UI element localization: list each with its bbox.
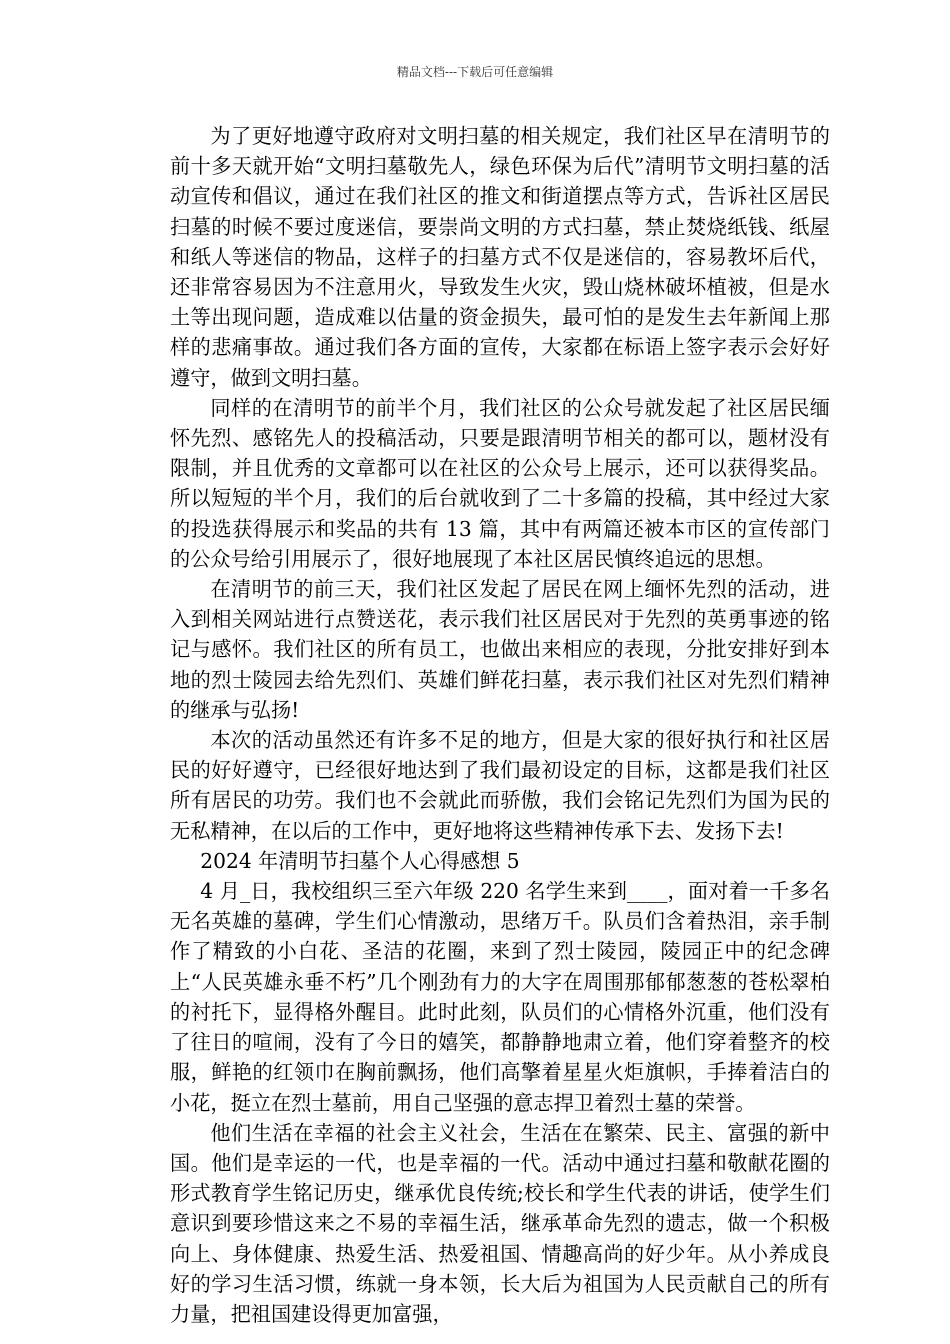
paragraph-1: 为了更好地遵守政府对文明扫墓的相关规定，我们社区早在清明节的前十多天就开始“文明扫墓敬先人，绿色环保为后代”清明节文明扫墓的活动宣传和倡议，通过在我们社区的推文和街道摆点等方式，告诉社区居民扫墓的时候不要过度迷信，要崇尚文明的方式扫墓，禁止焚烧纸钱、纸屋和纸人等迷信的物品，这样子的扫墓方式不仅是迷信的，容易教坏后代，还非常容易因为不注意用火，导致发生火灾，毁山烧林破坏植被，但是水土等出现问题，造成难以估量的资金损失，最可怕的是发生去年新闻上那样的悲痛事故。通过我们各方面的宣传，大家都在标语上签字表示会好好遵守，做到文明扫墓。: [170, 124, 830, 390]
document-body: [170, 121, 830, 1329]
paragraph-3: 在清明节的前三天，我们社区发起了居民在网上缅怀先烈的活动，进入到相关网站进行点赞送花，表示我们社区居民对于先烈的英勇事迹的铭记与感怀。我们社区的所有员工，也做出来相应的表现，分批安排好到本地的烈士陵园去给先烈们、英雄们鲜花扫墓，表示我们社区对先烈们精神的继承与弘扬!: [170, 577, 830, 722]
paragraph-6: 他们生活在幸福的社会主义社会，生活在在繁荣、民主、富强的新中国。他们是幸运的一代，也是幸福的一代。活动中通过扫墓和敬献花圈的形式教育学生铭记历史，继承优良传统;校长和学生代表的讲话，使学生们意识到要珍惜这来之不易的幸福生活，继承革命先烈的遗志，做一个积极向上、身体健康、热爱生活、热爱祖国、情趣高尚的好少年。从小养成良好的学习生活习惯，练就一身本领，长大后为祖国为人民贡献自己的所有力量，把祖国建设得更加富强，: [170, 1120, 830, 1326]
paragraph-2: 同样的在清明节的前半个月，我们社区的公众号就发起了社区居民缅怀先烈、感铭先人的投稿活动，只要是跟清明节相关的都可以，题材没有限制，并且优秀的文章都可以在社区的公众号上展示，还可以获得奖品。所以短短的半个月，我们的后台就收到了二十多篇的投稿，其中经过大家的投选获得展示和奖品的共有 13 篇，其中有两篇还被本市区的宣传部门的公众号给引用展示了，很好地展现了本社区居民慎终追远的思想。: [170, 395, 830, 571]
page-header: 精品文档---下载后可任意编辑: [396, 65, 554, 79]
paragraph-5: 4 月_日，我校组织三至六年级 220 名学生来到____，面对着一千多名无名英雄的墓碑，学生们心情激动，思绪万千。队员们含着热泪，亲手制作了精致的小白花、圣洁的花圈，来到了烈士陵园，陵园正中的纪念碑上“人民英雄永垂不朽”几个刚劲有力的大字在周围那郁郁葱葱的苍松翠柏的衬托下，显得格外醒目。此时此刻，队员们的心情格外沉重，他们没有了往日的喧闹，没有了今日的嬉笑，都静静地肃立着，他们穿着整齐的校服，鲜艳的红领巾在胸前飘扬，他们高擎着星星火炬旗帜，手捧着洁白的小花，挺立在烈士墓前，用自己坚强的意志捍卫着烈士墓的荣誉。: [170, 879, 830, 1115]
section-title: 2024 年清明节扫墓个人心得感想 5: [200, 848, 520, 873]
paragraph-4: 本次的活动虽然还有许多不足的地方，但是大家的很好执行和社区居民的好好遵守，已经很好地达到了我们最初设定的目标，这都是我们社区所有居民的功劳。我们也不会就此而骄傲，我们会铭记先烈们为国为民的无私精神，在以后的工作中，更好地将这些精神传承下去、发扬下去!: [170, 728, 830, 843]
